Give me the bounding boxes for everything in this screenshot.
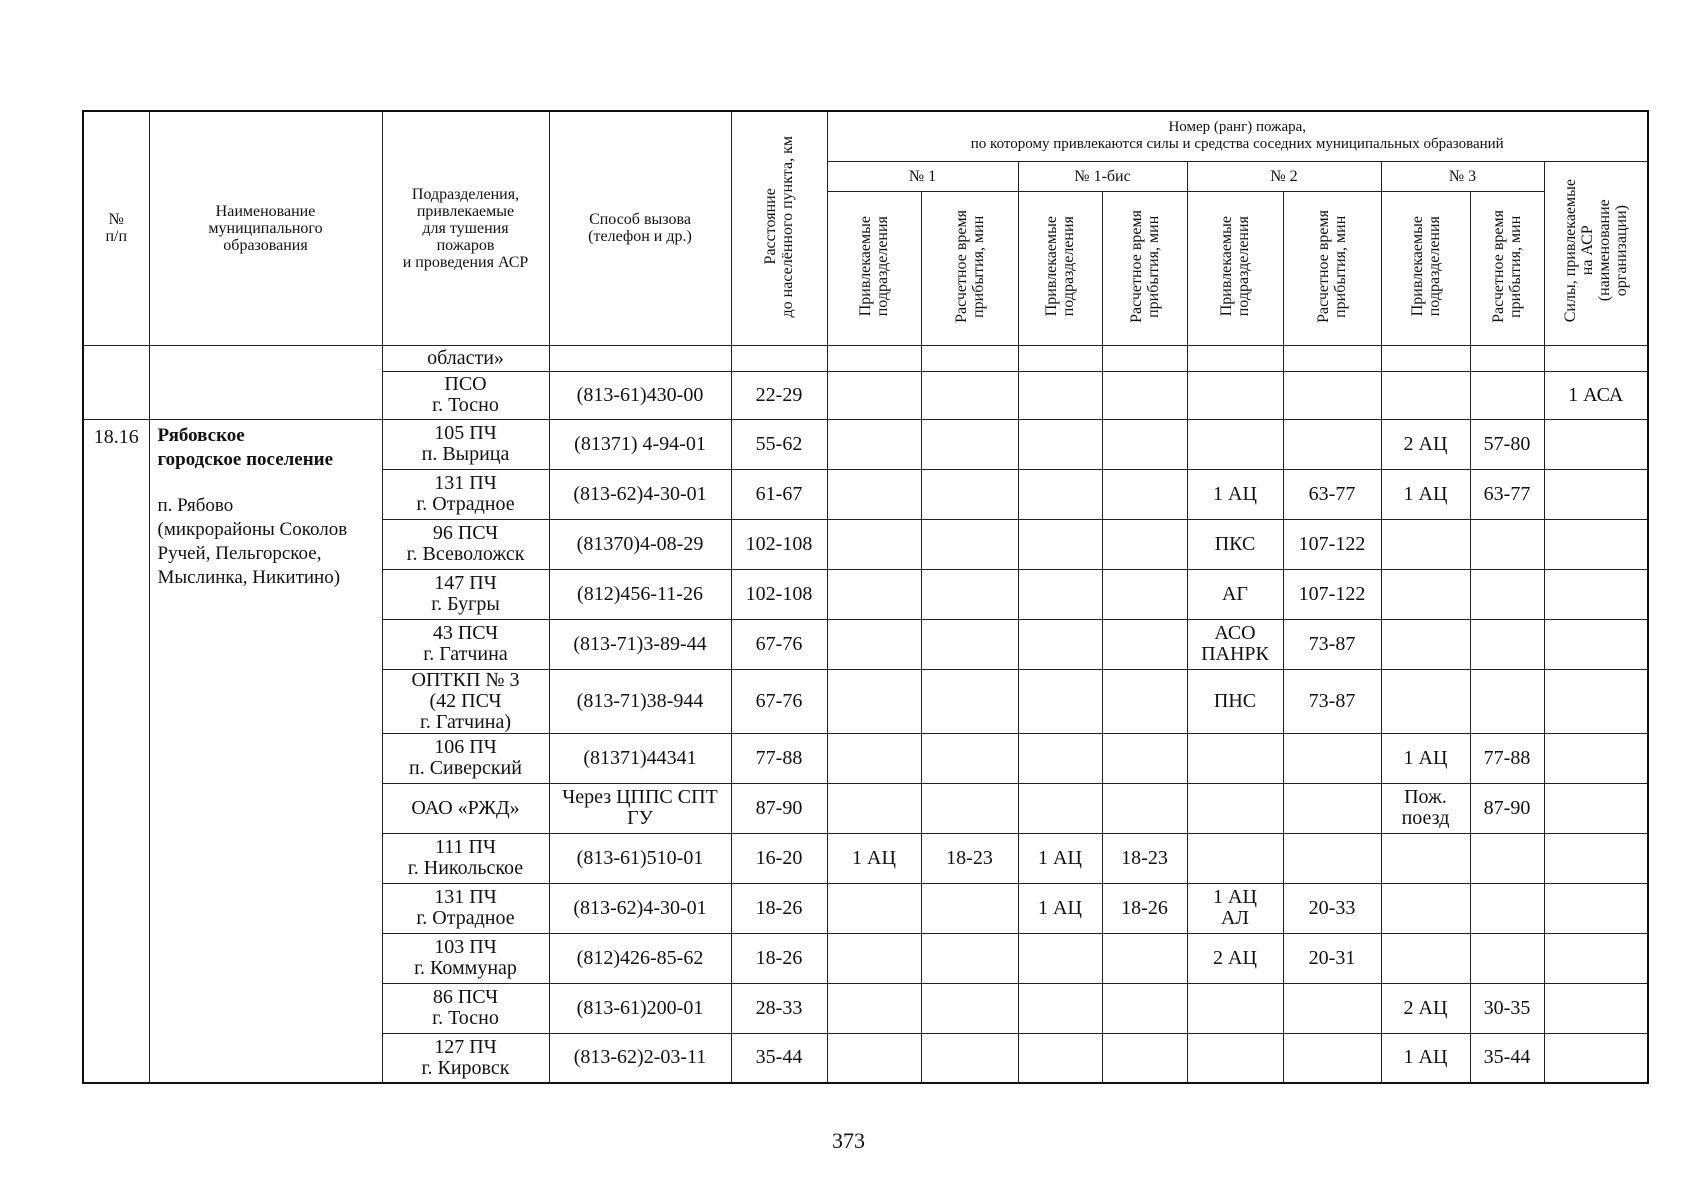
r3-time-cell [1470, 983, 1544, 1033]
distance-cell-text: 16-20 [755, 846, 803, 869]
r1-units-cell [827, 669, 921, 733]
r1b-units-cell-text: 1 АЦ [1038, 846, 1082, 869]
r2-time-cell [1283, 619, 1381, 669]
header-rank-1bis: № 1-бис [1018, 161, 1187, 191]
r1b-units-cell [1018, 569, 1102, 619]
header-r1b-units: Привлекаемые подразделения [1018, 191, 1102, 345]
r1b-time-cell [1102, 733, 1187, 783]
municipality-name: Рябовское городское поселение [157, 424, 334, 470]
r2-time-cell [1283, 1033, 1381, 1083]
r2-time-cell [1283, 569, 1381, 619]
r2-units-cell-text: 2 АЦ [1213, 946, 1257, 969]
r1b-units-cell [1018, 933, 1102, 983]
asr-cell [1544, 419, 1648, 469]
r1-time-cell [921, 983, 1018, 1033]
r1b-time-cell [1102, 933, 1187, 983]
unit-cell [382, 933, 549, 983]
r1-units-cell [827, 371, 921, 419]
distance-cell [731, 419, 827, 469]
r1b-time-cell [1102, 833, 1187, 883]
distance-cell-text: 67-76 [755, 632, 803, 655]
asr-cell [1544, 983, 1648, 1033]
unit-name: 147 ПЧ г. Бугры [431, 572, 500, 615]
distance-cell [731, 733, 827, 783]
asr-cell: 1 АСА [1544, 371, 1648, 419]
header-call-method: Способ вызова (телефон и др.) [549, 111, 731, 345]
asr-cell [1544, 345, 1648, 371]
r2-units-cell [1187, 733, 1283, 783]
r1b-units-cell [1018, 619, 1102, 669]
seq-cell-empty [83, 345, 149, 419]
r1b-units-cell [1018, 1033, 1102, 1083]
r1b-units-cell [1018, 345, 1102, 371]
r1b-time-cell [1102, 345, 1187, 371]
r1b-units-cell [1018, 419, 1102, 469]
r2-time-cell [1283, 883, 1381, 933]
r3-time-cell [1470, 883, 1544, 933]
r3-time-cell [1470, 419, 1544, 469]
r1-time-cell [921, 371, 1018, 419]
r2-time-cell-text: 20-31 [1308, 946, 1356, 969]
distance-cell [731, 933, 827, 983]
r2-time-cell-text: 73-87 [1308, 632, 1356, 655]
distance-cell-text: 77-88 [755, 746, 803, 769]
distance-cell [731, 983, 827, 1033]
r1b-units-cell [1018, 883, 1102, 933]
r2-time-cell [1283, 783, 1381, 833]
r3-time-cell-text: 87-90 [1483, 796, 1531, 819]
r3-units-cell [1381, 345, 1470, 371]
r1-units-cell [827, 933, 921, 983]
distance-cell [731, 619, 827, 669]
unit-cell [382, 1033, 549, 1083]
r3-time-cell [1470, 345, 1544, 371]
r2-time-cell [1283, 371, 1381, 419]
r2-time-cell [1283, 833, 1381, 883]
header-rank-3: № 3 [1381, 161, 1544, 191]
phone-cell-text: (813-71)38-944 [576, 689, 704, 712]
asr-cell [1544, 783, 1648, 833]
r2-units-cell [1187, 983, 1283, 1033]
r2-units-cell [1187, 519, 1283, 569]
r2-units-cell [1187, 619, 1283, 669]
r2-time-cell [1283, 345, 1381, 371]
unit-name: 106 ПЧ п. Сиверский [409, 736, 522, 779]
phone-cell-text: (81371) 4-94-01 [574, 432, 706, 455]
section-seq-number: 18.16 [83, 419, 149, 1083]
r1-time-cell [921, 933, 1018, 983]
phone-cell-text: (813-62)2-03-11 [573, 1046, 707, 1069]
phone-cell [549, 983, 731, 1033]
r1-units-cell [827, 833, 921, 883]
r3-units-cell [1381, 669, 1470, 733]
r3-time-cell [1470, 669, 1544, 733]
header-r1-time: Расчетное время прибытия, мин [921, 191, 1018, 345]
r1-time-cell [921, 669, 1018, 733]
r1b-time-cell [1102, 883, 1187, 933]
r3-units-cell [1381, 1033, 1470, 1083]
r3-units-cell-text: 1 АЦ [1403, 1046, 1448, 1069]
r1-time-cell [921, 1033, 1018, 1083]
unit-cell [382, 883, 549, 933]
r2-units-cell [1187, 833, 1283, 883]
r1b-time-cell [1102, 1033, 1187, 1083]
r1b-units-cell [1018, 669, 1102, 733]
distance-cell-text: 102-108 [745, 582, 813, 605]
unit-cell [382, 669, 549, 733]
distance-cell [731, 883, 827, 933]
r3-time-cell [1470, 519, 1544, 569]
r3-units-cell [1381, 619, 1470, 669]
r2-time-cell [1283, 933, 1381, 983]
r2-units-cell-text: АГ [1221, 582, 1248, 605]
r1-time-cell [921, 619, 1018, 669]
distance-cell: 22-29 [731, 371, 827, 419]
asr-cell [1544, 833, 1648, 883]
phone-cell-text: (812)426-85-62 [576, 946, 704, 969]
r3-units-cell [1381, 519, 1470, 569]
r1-time-cell-text: 18-23 [946, 846, 993, 869]
r2-units-cell-text: ПНС [1213, 689, 1257, 712]
phone-cell-text: (813-62)4-30-01 [573, 482, 707, 505]
r1-time-cell [921, 833, 1018, 883]
unit-cell [382, 983, 549, 1033]
unit-name: ОПТКП № 3 (42 ПСЧ г. Гатчина) [411, 669, 520, 733]
r3-units-cell [1381, 833, 1470, 883]
r1-units-cell [827, 569, 921, 619]
r1-time-cell [921, 345, 1018, 371]
r3-time-cell [1470, 469, 1544, 519]
r1-units-cell [827, 783, 921, 833]
r3-units-cell-text: 1 АЦ [1403, 746, 1448, 769]
r1b-units-cell [1018, 783, 1102, 833]
unit-cell [382, 783, 549, 833]
r1-time-cell [921, 519, 1018, 569]
r1b-units-cell [1018, 833, 1102, 883]
r2-time-cell [1283, 519, 1381, 569]
r2-units-cell [1187, 469, 1283, 519]
r2-units-cell-text: 1 АЦ [1213, 482, 1257, 505]
r3-time-cell [1470, 733, 1544, 783]
r3-time-cell-text: 57-80 [1483, 432, 1531, 455]
phone-cell [549, 619, 731, 669]
phone-cell-text: (813-61)510-01 [576, 846, 704, 869]
unit-name: 103 ПЧ г. Коммунар [414, 936, 517, 979]
r1-units-cell [827, 883, 921, 933]
phone-cell-text: (813-71)3-89-44 [573, 632, 707, 655]
header-r1b-time: Расчетное время прибытия, мин [1102, 191, 1187, 345]
r2-units-cell-text: ПКС [1214, 532, 1256, 555]
phone-cell [549, 469, 731, 519]
unit-cell [382, 519, 549, 569]
r2-units-cell [1187, 1033, 1283, 1083]
r3-time-cell [1470, 783, 1544, 833]
r1-units-cell [827, 469, 921, 519]
r1b-time-cell [1102, 519, 1187, 569]
phone-cell-text: (813-61)200-01 [576, 996, 704, 1019]
distance-cell [731, 1033, 827, 1083]
r3-units-cell [1381, 569, 1470, 619]
header-r1-units: Привлекаемые подразделения [827, 191, 921, 345]
r2-time-cell [1283, 469, 1381, 519]
r1b-time-cell-text: 18-23 [1121, 846, 1168, 869]
header-r2-units: Привлекаемые подразделения [1187, 191, 1283, 345]
asr-cell [1544, 669, 1648, 733]
r1b-units-cell [1018, 519, 1102, 569]
phone-cell [549, 569, 731, 619]
asr-cell [1544, 883, 1648, 933]
distance-cell [731, 345, 827, 371]
unit-cell: ПСО г. Тосно [382, 371, 549, 419]
distance-cell [731, 669, 827, 733]
header-municipality: Наименование муниципального образования [149, 111, 382, 345]
distance-cell [731, 469, 827, 519]
unit-cell [382, 569, 549, 619]
asr-cell [1544, 1033, 1648, 1083]
r1b-units-cell [1018, 733, 1102, 783]
r1-time-cell [921, 469, 1018, 519]
r2-units-cell [1187, 569, 1283, 619]
r2-time-cell [1283, 669, 1381, 733]
distance-cell-text: 87-90 [755, 796, 803, 819]
r3-time-cell-text: 63-77 [1483, 482, 1531, 505]
distance-cell-text: 28-33 [755, 996, 803, 1019]
distance-cell-text: 55-62 [755, 432, 803, 455]
r2-time-cell-text: 107-122 [1298, 532, 1366, 555]
r2-time-cell-text: 73-87 [1308, 689, 1356, 712]
r3-units-cell [1381, 983, 1470, 1033]
r3-time-cell-text: 77-88 [1483, 746, 1531, 769]
r1b-time-cell [1102, 419, 1187, 469]
r3-units-cell [1381, 371, 1470, 419]
r1-units-cell [827, 345, 921, 371]
r1-time-cell [921, 569, 1018, 619]
fire-forces-table [82, 110, 1649, 1084]
table-row [83, 419, 1648, 469]
phone-cell [549, 519, 731, 569]
header-fire-rank: Номер (ранг) пожара, по которому привлекаются силы и средства соседних муниципальных образований [827, 111, 1648, 161]
unit-name: 96 ПСЧ г. Всеволожск [406, 522, 525, 565]
r2-time-cell [1283, 733, 1381, 783]
phone-cell-text: (81370)4-08-29 [576, 532, 704, 555]
unit-cell: области» [382, 345, 549, 371]
r2-units-cell [1187, 669, 1283, 733]
distance-cell-text: 18-26 [755, 946, 803, 969]
r2-units-cell-text: АСО ПАНРК [1201, 622, 1269, 665]
distance-cell-text: 67-76 [755, 689, 803, 712]
distance-cell [731, 519, 827, 569]
phone-cell-text: Через ЦППС СПТ ГУ [562, 786, 718, 829]
phone-cell [549, 833, 731, 883]
r3-units-cell [1381, 469, 1470, 519]
r1b-units-cell [1018, 371, 1102, 419]
unit-cell [382, 419, 549, 469]
r3-units-cell-text: 2 АЦ [1403, 996, 1448, 1019]
phone-cell-text: (813-62)4-30-01 [573, 896, 707, 919]
r1b-units-cell-text: 1 АЦ [1038, 896, 1082, 919]
unit-cell [382, 619, 549, 669]
r1b-time-cell [1102, 469, 1187, 519]
asr-cell [1544, 469, 1648, 519]
header-r3-units: Привлекаемые подразделения [1381, 191, 1470, 345]
r3-units-cell [1381, 733, 1470, 783]
r3-units-cell [1381, 783, 1470, 833]
r3-units-cell [1381, 883, 1470, 933]
distance-cell [731, 569, 827, 619]
r1-units-cell [827, 619, 921, 669]
unit-name: 127 ПЧ г. Кировск [421, 1035, 510, 1079]
header-units: Подразделения, привлекаемые для тушения пожаров и проведения АСР [382, 111, 549, 345]
r3-time-cell [1470, 833, 1544, 883]
phone-cell [549, 419, 731, 469]
r1-units-cell [827, 1033, 921, 1083]
header-rank-2: № 2 [1187, 161, 1381, 191]
r2-units-cell [1187, 783, 1283, 833]
r1-time-cell [921, 783, 1018, 833]
unit-name: 131 ПЧ г. Отрадное [416, 472, 515, 515]
r2-units-cell [1187, 933, 1283, 983]
distance-cell-text: 61-67 [755, 482, 803, 505]
r2-units-cell-text: 1 АЦ АЛ [1213, 886, 1257, 929]
distance-cell-text: 18-26 [755, 896, 803, 919]
header-rank-1: № 1 [827, 161, 1018, 191]
r3-time-cell-text: 30-35 [1483, 996, 1531, 1019]
r1b-units-cell [1018, 469, 1102, 519]
r2-time-cell-text: 107-122 [1298, 582, 1366, 605]
asr-cell [1544, 733, 1648, 783]
phone-cell [549, 883, 731, 933]
unit-cell [382, 733, 549, 783]
r1b-time-cell [1102, 569, 1187, 619]
municipality-location: п. Рябово (микрорайоны Соколов Ручей, Пельгорское, Мыслинка, Никитино) [157, 494, 348, 588]
asr-cell [1544, 933, 1648, 983]
r1-time-cell [921, 883, 1018, 933]
phone-cell [549, 669, 731, 733]
r1b-time-cell [1102, 371, 1187, 419]
r1-units-cell [827, 519, 921, 569]
phone-cell-text: (81371)44341 [583, 746, 697, 769]
distance-cell-text: 102-108 [745, 532, 813, 555]
unit-name: 105 ПЧ п. Вырица [421, 422, 510, 465]
r1-time-cell [921, 733, 1018, 783]
r2-units-cell [1187, 883, 1283, 933]
unit-name: ОАО «РЖД» [411, 796, 520, 819]
phone-cell: (813-61)430-00 [549, 371, 731, 419]
r1b-units-cell [1018, 983, 1102, 1033]
asr-cell [1544, 519, 1648, 569]
r1-units-cell [827, 733, 921, 783]
unit-cell [382, 833, 549, 883]
r2-time-cell [1283, 419, 1381, 469]
phone-cell [549, 783, 731, 833]
unit-name: 131 ПЧ г. Отрадное [416, 886, 515, 929]
r3-units-cell-text: Пож. поезд [1401, 786, 1450, 829]
asr-cell [1544, 569, 1648, 619]
r1b-time-cell [1102, 669, 1187, 733]
distance-cell [731, 833, 827, 883]
r3-time-cell [1470, 933, 1544, 983]
r3-time-cell [1470, 569, 1544, 619]
distance-cell [731, 783, 827, 833]
r1-units-cell [827, 983, 921, 1033]
r1-units-cell-text: 1 АЦ [852, 846, 896, 869]
unit-name: 43 ПСЧ г. Гатчина [423, 622, 508, 665]
r1b-time-cell [1102, 619, 1187, 669]
r2-units-cell [1187, 345, 1283, 371]
header-distance: Расстояние до населённого пункта, км [731, 111, 827, 345]
header-r3-time: Расчетное время прибытия, мин [1470, 191, 1544, 345]
r3-units-cell-text: 1 АЦ [1403, 482, 1448, 505]
phone-cell [549, 933, 731, 983]
r2-time-cell [1283, 983, 1381, 1033]
r1-time-cell [921, 419, 1018, 469]
unit-cell [382, 469, 549, 519]
phone-cell [549, 1033, 731, 1083]
unit-name: 111 ПЧ г. Никольское [407, 836, 524, 879]
asr-cell [1544, 619, 1648, 669]
header-seq-no: № п/п [83, 111, 149, 345]
r3-units-cell-text: 2 АЦ [1403, 432, 1448, 455]
r3-time-cell-text: 35-44 [1483, 1046, 1531, 1069]
phone-cell-text: (812)456-11-26 [577, 582, 703, 605]
r2-units-cell [1187, 371, 1283, 419]
table-row [83, 345, 1648, 371]
r3-units-cell [1381, 419, 1470, 469]
r1-units-cell [827, 419, 921, 469]
phone-cell [549, 345, 731, 371]
header-r2-time: Расчетное время прибытия, мин [1283, 191, 1381, 345]
header-asr-forces: Силы, привлекаемые на АСР (наименование организации) [1544, 161, 1648, 345]
unit-name: 86 ПСЧ г. Тосно [432, 986, 499, 1029]
r1b-time-cell [1102, 783, 1187, 833]
r1b-time-cell-text: 18-26 [1121, 896, 1168, 919]
r2-time-cell-text: 63-77 [1308, 482, 1356, 505]
r3-time-cell [1470, 371, 1544, 419]
r2-units-cell [1187, 419, 1283, 469]
r1b-time-cell [1102, 983, 1187, 1033]
r3-time-cell [1470, 1033, 1544, 1083]
r3-units-cell [1381, 933, 1470, 983]
r2-time-cell-text: 20-33 [1308, 896, 1356, 919]
distance-cell-text: 35-44 [755, 1046, 803, 1069]
page-number: 373 [832, 1128, 865, 1153]
municipality-cell-empty [149, 345, 382, 419]
r3-time-cell [1470, 619, 1544, 669]
phone-cell [549, 733, 731, 783]
section-municipality [149, 419, 382, 1083]
